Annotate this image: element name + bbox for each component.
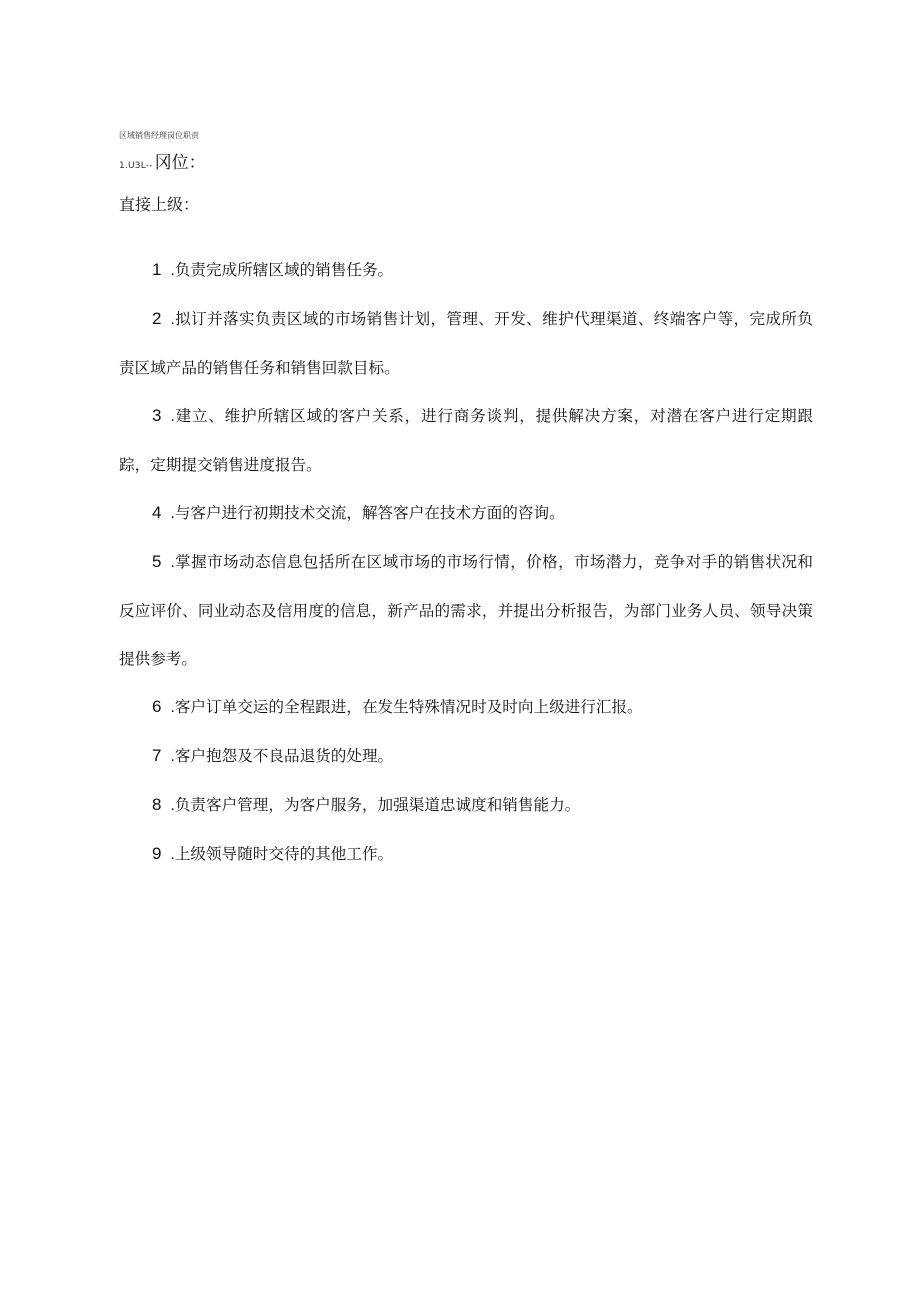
post-line: [119, 148, 206, 172]
duty-item: 9 .上级领导随时交待的其他工作。: [152, 844, 394, 863]
duty-number: 8: [152, 795, 162, 814]
duty-text: 负责客户管理，为客户服务，加强渠道忠诚度和销售能力。: [174, 796, 581, 814]
duty-item: 8 .负责客户管理，为客户服务，加强渠道忠诚度和销售能力。: [152, 795, 581, 814]
duty-item: 6 .客户订单交运的全程跟进，在发生特殊情况时及时向上级进行汇报。: [152, 697, 643, 716]
duty-item: 5 .掌握市场动态信息包括所在区域市场的市场行情，价格，市场潜力，竞争对手的销售状况和反应评价、同业动态及信用度的信息，新产品的需求，并提出分析报告，为部门业务人员、领导决策提供参考。: [119, 552, 813, 668]
duty-text: 与客户进行初期技术交流，解答客户在技术方面的咨询。: [174, 504, 565, 522]
duty-text: 掌握市场动态信息包括所在区域市场的市场行情，价格，市场潜力，竞争对手的销售状况和反应评价、同业动态及信用度的信息，新产品的需求，并提出分析报告，为部门业务人员、领导决策提供参考。: [119, 553, 813, 668]
duty-number: 3: [152, 406, 162, 425]
post-prefix: 1.U3L--: [119, 161, 153, 171]
duty-text: 拟订并落实负责区域的市场销售计划，管理、开发、维护代理渠道、终端客户等，完成所负责区域产品的销售任务和销售回款目标。: [119, 310, 813, 377]
duty-item: 2 .拟订并落实负责区域的市场销售计划，管理、开发、维护代理渠道、终端客户等，完成所负责区域产品的销售任务和销售回款目标。: [119, 309, 813, 377]
duty-number: 6: [152, 697, 162, 716]
duty-number: 5: [152, 552, 162, 571]
duty-number: 2: [152, 309, 162, 328]
post-label: 冈位：: [154, 153, 206, 173]
duty-number: 1: [152, 260, 162, 279]
duty-text: 客户订单交运的全程跟进，在发生特殊情况时及时向上级进行汇报。: [174, 698, 643, 716]
duty-text: 客户抱怨及不良品退货的处理。: [174, 747, 394, 765]
duty-number: 4: [152, 503, 162, 522]
duty-item: 1 .负责完成所辖区域的销售任务。: [152, 260, 394, 279]
duty-number: 9: [152, 844, 162, 863]
duty-text: 建立、维护所辖区域的客户关系，进行商务谈判，提供解决方案，对潜在客户进行定期跟踪，定期提交销售进度报告。: [119, 407, 813, 474]
duty-list: [119, 246, 813, 879]
duty-text: 负责完成所辖区域的销售任务。: [174, 261, 394, 279]
duty-item: 7 .客户抱怨及不良品退货的处理。: [152, 746, 394, 765]
superior-label: 直接上级：: [119, 195, 200, 214]
document-header: 区域销售经理岗位职责: [119, 131, 199, 140]
duty-item: 3 .建立、维护所辖区域的客户关系，进行商务谈判，提供解决方案，对潜在客户进行定期跟踪，定期提交销售进度报告。: [119, 406, 813, 474]
duty-text: 上级领导随时交待的其他工作。: [174, 845, 394, 863]
duty-item: 4 .与客户进行初期技术交流，解答客户在技术方面的咨询。: [152, 503, 565, 522]
duty-number: 7: [152, 746, 162, 765]
